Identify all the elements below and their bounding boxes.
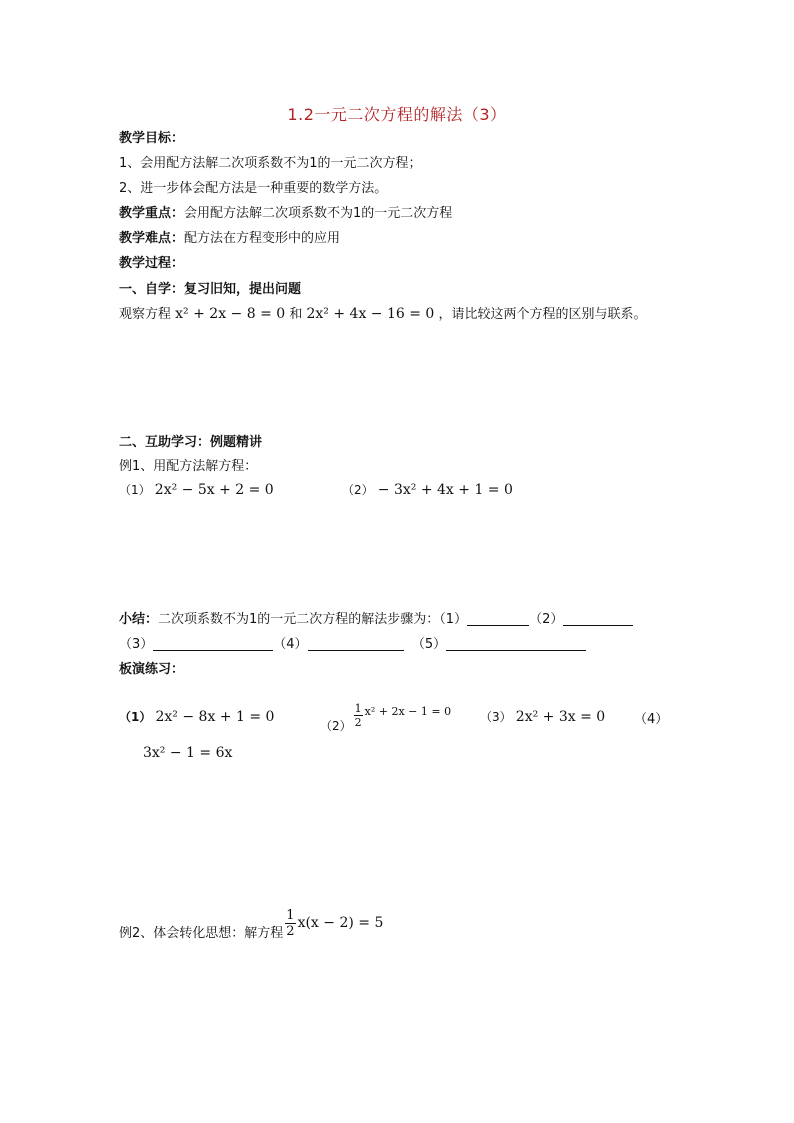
summary-text: 二次项系数不为1的一元二次方程的解法步骤为：	[158, 612, 440, 627]
difficulty-text: 配方法在方程变形中的应用	[184, 231, 341, 246]
blank-step-4[interactable]	[308, 636, 404, 651]
practice-q2-label: （2）	[320, 719, 352, 733]
example2-numerator: 1	[286, 907, 295, 923]
summary-step-3: （3）	[119, 637, 154, 652]
practice-q2	[320, 696, 451, 734]
blank-step-2[interactable]	[563, 611, 633, 626]
example2-equation: x(x − 2) = 5	[297, 915, 384, 931]
example2-fraction	[285, 909, 295, 938]
equation-1: x² + 2x − 8 = 0	[175, 306, 286, 322]
example1-part1-equation: 2x² − 5x + 2 = 0	[154, 482, 274, 498]
example1-part2-label: （2）	[342, 483, 374, 497]
blank-step-3[interactable]	[153, 636, 273, 651]
goal-item-1: 1、会用配方法解二次项系数不为1的一元二次方程；	[119, 156, 422, 171]
summary-step-4: （4）	[273, 637, 308, 652]
example2-denominator: 2	[286, 923, 295, 939]
summary-line-2	[119, 636, 586, 653]
summary-step-5: （5）	[411, 637, 447, 652]
key-point-line	[119, 206, 452, 222]
example1-intro: 例1、用配方法解方程：	[119, 459, 258, 474]
difficulty-label: 教学难点：	[119, 231, 185, 246]
practice-q2-denominator: 2	[354, 715, 362, 729]
process-heading: 教学过程：	[119, 256, 185, 271]
practice-q3-label: （3）	[480, 710, 512, 724]
section1-observe-line	[119, 305, 646, 323]
key-point-text: 会用配方法解二次项系数不为1的一元二次方程	[184, 206, 453, 221]
example1-part1	[119, 481, 274, 499]
summary-line-1	[119, 611, 633, 628]
practice-q4-label: （4）	[634, 712, 669, 727]
equation-2: 2x² + 4x − 16 = 0	[306, 306, 435, 322]
practice-q1-equation: 2x² − 8x + 1 = 0	[155, 709, 275, 725]
goals-heading: 教学目标：	[119, 131, 185, 146]
practice-q3	[480, 708, 605, 726]
practice-q2-fraction	[354, 703, 363, 728]
section1-heading: 一、自学：复习旧知，提出问题	[119, 282, 302, 297]
blank-step-1[interactable]	[467, 611, 529, 626]
observe-joiner: 和	[289, 307, 303, 322]
practice-q2-equation: x² + 2x − 1 = 0	[364, 705, 452, 718]
section2-heading: 二、互助学习：例题精讲	[119, 435, 263, 450]
example2-line	[119, 904, 383, 942]
practice-heading: 板演练习：	[119, 662, 185, 677]
practice-q4-equation: 3x² − 1 = 6x	[143, 745, 233, 761]
example1-part2	[342, 481, 513, 499]
observe-suffix: ，请比较这两个方程的区别与联系。	[438, 307, 647, 322]
example2-intro: 例2、体会转化思想：解方程	[119, 926, 284, 941]
goal-item-2: 2、进一步体会配方法是一种重要的数学方法。	[119, 181, 388, 196]
observe-prefix: 观察方程	[119, 307, 172, 322]
practice-q1-label: （1）	[119, 710, 152, 724]
example1-part1-label: （1）	[119, 483, 151, 497]
difficulty-line	[119, 231, 340, 247]
key-point-label: 教学重点：	[119, 206, 185, 221]
page-title: 1.2一元二次方程的解法（3）	[287, 105, 507, 124]
summary-label: 小结：	[119, 612, 159, 627]
blank-step-5[interactable]	[446, 636, 586, 651]
example1-part2-equation: − 3x² + 4x + 1 = 0	[377, 482, 513, 498]
practice-q1	[119, 708, 274, 726]
practice-q3-equation: 2x² + 3x = 0	[515, 709, 606, 725]
summary-step-1: （1）	[439, 612, 468, 627]
practice-q2-numerator: 1	[354, 701, 362, 715]
summary-step-2: （2）	[529, 612, 564, 627]
